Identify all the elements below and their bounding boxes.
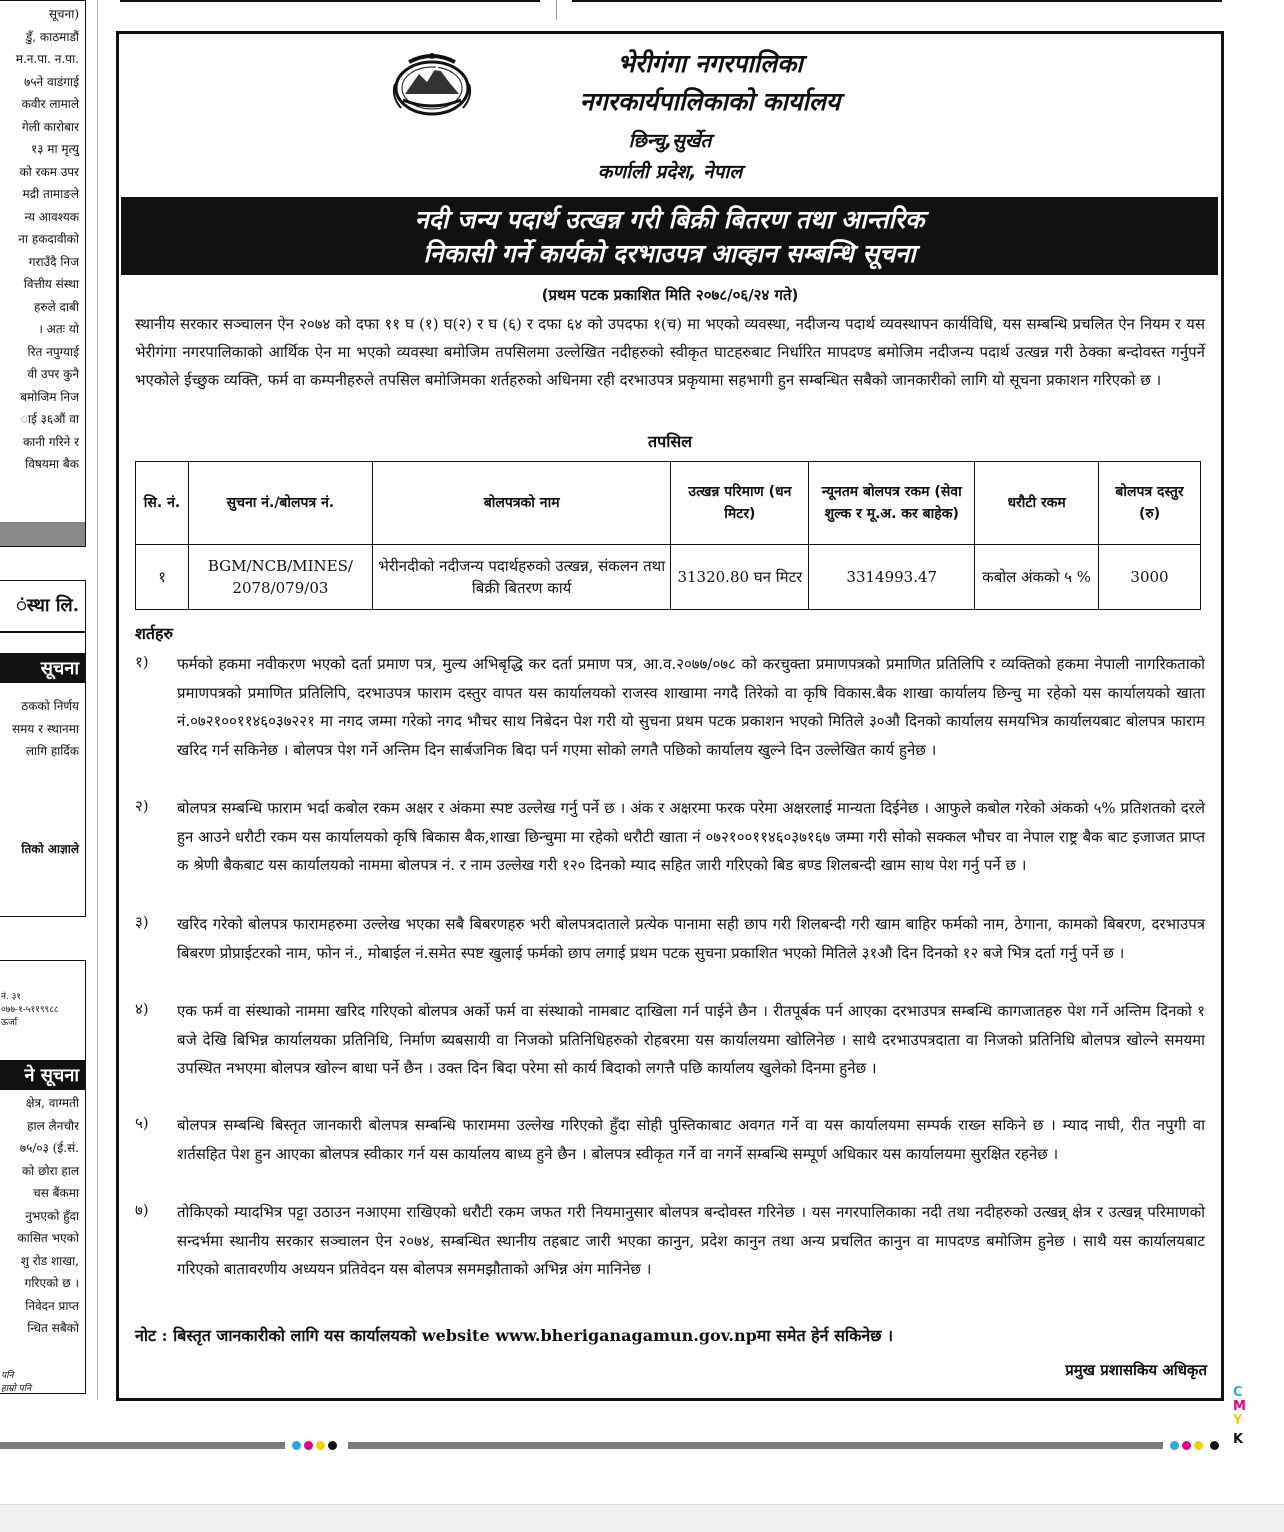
adjacent-notice-2-text [0,695,85,763]
cmyk-letter: C [1233,1385,1243,1400]
adjacent-line: हरुले दाबी [34,299,79,314]
register-dot-black-2 [1210,1441,1219,1450]
adjacent-line: न्धित सबैको [27,1321,79,1335]
adjacent-line: गेली कारोबार [21,119,79,134]
table-header-cell: बोलपत्र दस्तुर (रु) [1099,462,1201,545]
top-rule-right [572,0,1222,2]
adjacent-notice-2-band: सूचना [0,653,85,683]
adjacent-footer-line: पनि [1,1370,14,1381]
adjacent-line: समय र स्थानमा [12,721,79,736]
register-bar-2 [348,1442,1163,1449]
adjacent-line: चस बैंकमा [33,1186,79,1200]
adjacent-column [0,0,98,1400]
table-cell: १ [136,545,189,610]
adjacent-line: गराउँदै निज [28,254,79,269]
table-header-cell: धरौटी रकम [975,462,1099,545]
adjacent-line: ७५ने वाडंगाई [24,74,79,89]
condition-text: बोलपत्र सम्बन्धि फाराम भर्दा कबोल रकम अक्षर र अंकमा स्पष्ट उल्लेख गर्नु पर्ने छ । अंक र अक्षरमा फरक परेमा अक्षरलाई मान्यता दिईनेछ । आफुले कबोल गरेको अंकको ५% प्रतिशतको दरले हुन आउने धरौटी रकम यस कार्यालयको कृषि बिकास बैक,शाखा छिन्चुमा मा रहेको धरौटी खाता नं ०७२१००११४६०३७१६७ जम्मा गरी सोको सक्कल भौचर वा नेपाल राष्ट्र बैक बाट इजाजत प्राप्त क श्रेणी बैकबाट यस कार्यालयको नाममा बोलपत्र नं. र नाम उल्लेख गरी १२० दिनको म्याद सहित जारी गरिएको बिड बण्ड शिलबन्दी खाम साथ पेश गर्नु पर्ने छ । [177,799,1205,874]
adjacent-notice-3-band: ने सूचना [0,1060,85,1090]
adjacent-line: मद्री तामाङले [22,187,79,201]
adjacent-line: लागि हार्दिक [25,744,79,758]
adjacent-notice-1-shade [0,522,85,546]
table-header-cell: उत्खन्न परिमाण (धन मिटर) [671,462,809,545]
cmyk-letter: K [1233,1432,1244,1447]
table-header-cell: न्यूनतम बोलपत्र रकम (सेवा शुल्क र मू.अ. कर बाहेक) [809,462,975,545]
table-cell: भेरीनदीको नदीजन्य पदार्थहरुको उत्खन्न, संकलन तथा बिक्री बितरण कार्य [372,545,671,610]
register-dot-yellow [316,1441,325,1450]
table-header-cell: सि. नं. [136,462,189,545]
adjacent-line: निवेदन प्राप्त [25,1298,79,1313]
adjacent-line: कासित भएको [17,1231,79,1245]
table-cell: BGM/NCB/MINES/ 2078/079/03 [188,545,372,610]
adjacent-line: न्य आवश्यक [24,209,79,224]
adjacent-line: ना हकदावीको [18,232,79,246]
adjacent-notice-2-heading: ंस्था लि. [16,595,79,616]
condition-text: फर्मको हकमा नवीकरण भएको दर्ता प्रमाण पत्र, मुल्य अभिबृद्धि कर दर्ता प्रमाण पत्र, आ.व.२०७७/०७८ को करचुक्ता प्रमाणपत्रको प्रमाणित प्रतिलिपि र व्यक्तिको हकमा नेपाली नागरिकताको प्रमाणपत्रको प्रमाणित प्रतिलिपि, दरभाउपत्र फाराम दस्तुर वापत यस कार्यालयको राजस्व शाखामा नगदै तिरेको वा कृषि विकास.बैक शाखा कार्यालय छिन्चु मा रहेको यस कार्यालयको खाता नं.०७२१००११४६०३७२२१ मा नगद जम्मा गरेको नगद भौचर साथ निबेदन पेश गरी यो सुचना प्रथम पटक प्रकाशन भएको मितिले ३०औ दिनको कार्यालय समयभित्र कार्यालयबाट बोलपत्र फाराम खरिद गर्न सकिनेछ । बोलपत्र पेश गर्ने अन्तिम दिन सार्बजनिक बिदा पर्न गएमा सोको लगतै पछिको कार्यालय खुल्ने दिन उल्लेखित कार्य हुनेछ । [177,655,1205,759]
adjacent-line: शु रोड शाखा, [20,1253,79,1268]
adjacent-notice-3 [0,960,86,1394]
adjacent-line: को रकम उपर [19,164,79,179]
adjacent-line: १३ मा मृत्यु [30,142,79,156]
tender-notice [116,31,1224,1401]
adjacent-line: सूचना) [48,7,79,21]
condition-number: ७) [135,1201,149,1219]
header-municipality: भेरीगंगा नगरपालिका [617,49,803,78]
table-header-row [136,462,1201,545]
register-dot-cyan-2 [1170,1441,1179,1450]
note-text: नोट : बिस्तृत जानकारीको लागि यस कार्यालयको website www.bheriganagamun.gov.npमा समेत हेर्न सकिनेछ । [135,1326,894,1345]
header-province: कर्णाली प्रदेश, नेपाल [597,161,743,183]
adjacent-line: कवीर लामाले [21,97,79,111]
adjacent-line: ठकको निर्णय [21,699,79,713]
table-cell: 3314993.47 [809,545,975,610]
condition-number: ३) [135,913,149,931]
adjacent-line: ाई ३६औं वा [20,412,79,426]
adjacent-line: । अतः यो [38,322,79,336]
adjacent-line: क्षेत्र, वाग्मती [25,1096,79,1110]
published-date: (प्रथम पटक प्रकाशित मिति २०७८/०६/२४ गते) [541,286,799,304]
adjacent-line: कानी गरिने र [22,434,79,449]
adjacent-line: गरिएको छ । [24,1276,79,1290]
register-bar-1 [0,1442,285,1449]
header-office: नगरकार्यपालिकाको कार्यालय [579,87,841,116]
notice-title [121,197,1218,275]
adjacent-notice-1 [0,0,86,547]
notice-title-line2: निकासी गर्ने कार्यको दरभाउपत्र आव्हान सम्बन्धि सूचना [423,239,916,268]
header-location: छिन्चु,सुर्खेत [628,130,712,152]
condition-text: तोकिएको म्यादभित्र पट्टा उठाउन नआएमा राखिएको धरौटी रकम जफत गरी नियमानुसार बोलपत्र बन्दोवस्त गरिनेछ । यस नगरपालिकाका नदी तथा नदीहरुको उत्खन्न् क्षेत्र र उत्खन्न् परिमाणको सन्दर्भमा स्थानीय सरकार सञ्चालन ऐन २०७४, सम्बन्धित स्थानीय तहबाट जारी भएका कानुन, प्रदेश कानुन तथा अन्य प्रचलित कानुन वा मापदण्ड बमोजिम हुनेछ । साथै यस कार्यालयबाट गरिएको बातावरणीय अध्ययन प्रतिवेदन यस बोलपत्र सममझौताको अभिन्न अंग मानिनेछ । [177,1203,1205,1278]
tender-table [135,461,1201,610]
adjacent-notice-1-text [0,1,85,476]
register-dot-black [328,1441,337,1450]
adjacent-footer-line: हाम्रो पनि [1,1383,32,1394]
adjacent-notice-3-text [0,1092,85,1340]
condition-text: एक फर्म वा संस्थाको नाममा खरिद गरिएको बोलपत्र अर्को फर्म वा संस्थाको नामबाट दाखिला गर्न पाईने छैन । रीतपूर्बक पर्न आएका दरभाउपत्र सम्बन्धि कागजातहरु पेश गर्ने अन्तिम दिनको १ बजे देखि बिभिन्न कार्यालयका प्रतिनिधि, निर्माण ब्यबसायी वा निजको प्रतिनिधिहरुको रोहबरमा यस कार्यालयमा खोलिनेछ । साथै दरभाउपत्रदाता वा निजको प्रतिनिधि बोलपत्र खोल्ने समयमा उपस्थित नभएमा बोलपत्र खोल्न बाधा पर्ने छैन । उक्त दिन बिदा परेमा सो कार्य बिदाको लगत्तै पछि कार्यालय खुलेको दिनमा हुनेछ । [177,1002,1205,1077]
top-rule-left [120,0,540,2]
adjacent-small-line: ०७७-१-५११९९८८ [1,1005,59,1015]
adjacent-small-line: ऊर्जा [1,1018,18,1028]
adjacent-line: विषयमा बैक [25,457,79,471]
condition-text: बोलपत्र सम्बन्धि बिस्तृत जानकारी बोलपत्र सम्बन्धि फाराममा उल्लेख गरिएको हुँदा सोही पुस्तिकाबाट अवगत गर्ने वा यस कार्यालयमा सम्पर्क राख्न सकिने छ । म्याद नाघी, रीत नपुगी वा शर्तसहित पेश हुन आएका बोलपत्र स्वीकार गर्न यस कार्यालय बाध्य हुने छैन । बोलपत्र स्वीकृत गर्ने वा नगर्ने सम्बन्धि सम्पूर्ण अधिकार यस कार्यालयमा सुरक्षित रहनेछ । [177,1116,1205,1163]
condition-number: १) [135,653,149,671]
condition-number: ४) [135,1000,149,1018]
viewer-footer [0,1504,1284,1532]
table-cell: 31320.80 घन मिटर [671,545,809,610]
table-row [136,545,1201,610]
signature-title: प्रमुख प्रशासकिय अधिकृत [1065,1361,1207,1379]
adjacent-line: वित्तीय संस्था [23,277,79,291]
register-dot-magenta-2 [1182,1441,1191,1450]
adjacent-line: बमोजिम निज [20,389,79,404]
adjacent-line: वी उपर कुनै [27,367,79,381]
adjacent-line: नुभएको हुँदा [25,1208,79,1223]
register-dot-yellow-2 [1194,1441,1203,1450]
adjacent-notice-2-footer: तिको आज्ञाले [21,841,79,856]
table-header-cell: बोलपत्रको नाम [372,462,671,545]
register-dot-cyan [292,1441,301,1450]
cmyk-letter: M [1233,1399,1246,1414]
notice-title-line1: नदी जन्य पदार्थ उत्खन्न गरी बिक्री बितरण तथा आन्तरिक [414,205,925,234]
register-dot-magenta [304,1441,313,1450]
table-cell: कबोल अंकको ५ % [975,545,1099,610]
adjacent-line: म.न.पा. न.पा. [15,52,79,66]
adjacent-line: रित नपुग्याई [27,344,79,359]
table-heading: तपसिल [647,432,693,451]
table-header-cell: सुचना नं./बोलपत्र नं. [188,462,372,545]
conditions-heading: शर्तहरु [135,624,174,643]
adjacent-line: ७५/०३ (ई.सं. [19,1141,79,1155]
adjacent-notice-2 [0,580,86,917]
adjacent-notice-3-small [0,991,85,1030]
condition-number: २) [135,797,149,815]
adjacent-line: हाल लैनचौर [27,1118,79,1133]
condition-text: खरिद गरेको बोलपत्र फारामहरुमा उल्लेख भएका सबै बिबरणहरु भरी बोलपत्रदाताले प्रत्येक पानामा सही छाप गरी शिलबन्दी गरी खाम बाहिर फर्मको नाम, ठेगाना, कामको बिबरण, दरभाउपत्र बिबरण प्रोप्राईटरको नाम, फोन नं., मोबाईल नं.समेत स्पष्ट खुलाई फर्मको छाप लगाई प्रथम पटक सुचना प्रकाशित भएको मितिले ३१औ दिन दिनको १२ बजे भित्र दर्ता गर्नु पर्ने छ । [177,915,1205,962]
condition-number: ५) [135,1114,149,1132]
table-cell: 3000 [1099,545,1201,610]
adjacent-line: को छोरा हाल [21,1163,79,1178]
adjacent-line: डुँ, काठमाडौं [25,29,79,44]
cmyk-letter: Y [1233,1413,1243,1428]
adjacent-small-line: नं. ३१ [1,992,22,1002]
intro-paragraph: स्थानीय सरकार सञ्चालन ऐन २०७४ को दफा ११ घ (१) घ(२) र घ (६) र दफा ६४ को उपदफा १(च) मा भएको व्यवस्था, नदीजन्य पदार्थ व्यवस्थापन कार्यविधि, यस सम्बन्धि प्रचलित ऐन नियम र यस भेरीगंगा नगरपालिकाको आर्थिक ऐन मा भएको व्यवस्था बमोजिम तपसिलमा उल्लेखित नदीहरुको स्वीकृत घाटहरुबाट निर्धारित मापदण्ड बमोजिम नदीजन्य पदार्थ उत्खन्न गरी ठेक्का बन्दोवस्त गर्नुपर्ने भएकोले ईच्छुक व्यक्ति, फर्म वा कम्पनीहरुले तपसिल बमोजिमका शर्तहरुको अधिनमा रही दरभाउपत्र प्रकृयामा सहभागी हुन सम्बन्धित सबैको जानकारीको लागि यो सूचना प्रकाशन गरिएको छ । [135,315,1205,389]
adjacent-notice-3-footer [0,1370,85,1395]
top-rule-divider [556,0,557,20]
